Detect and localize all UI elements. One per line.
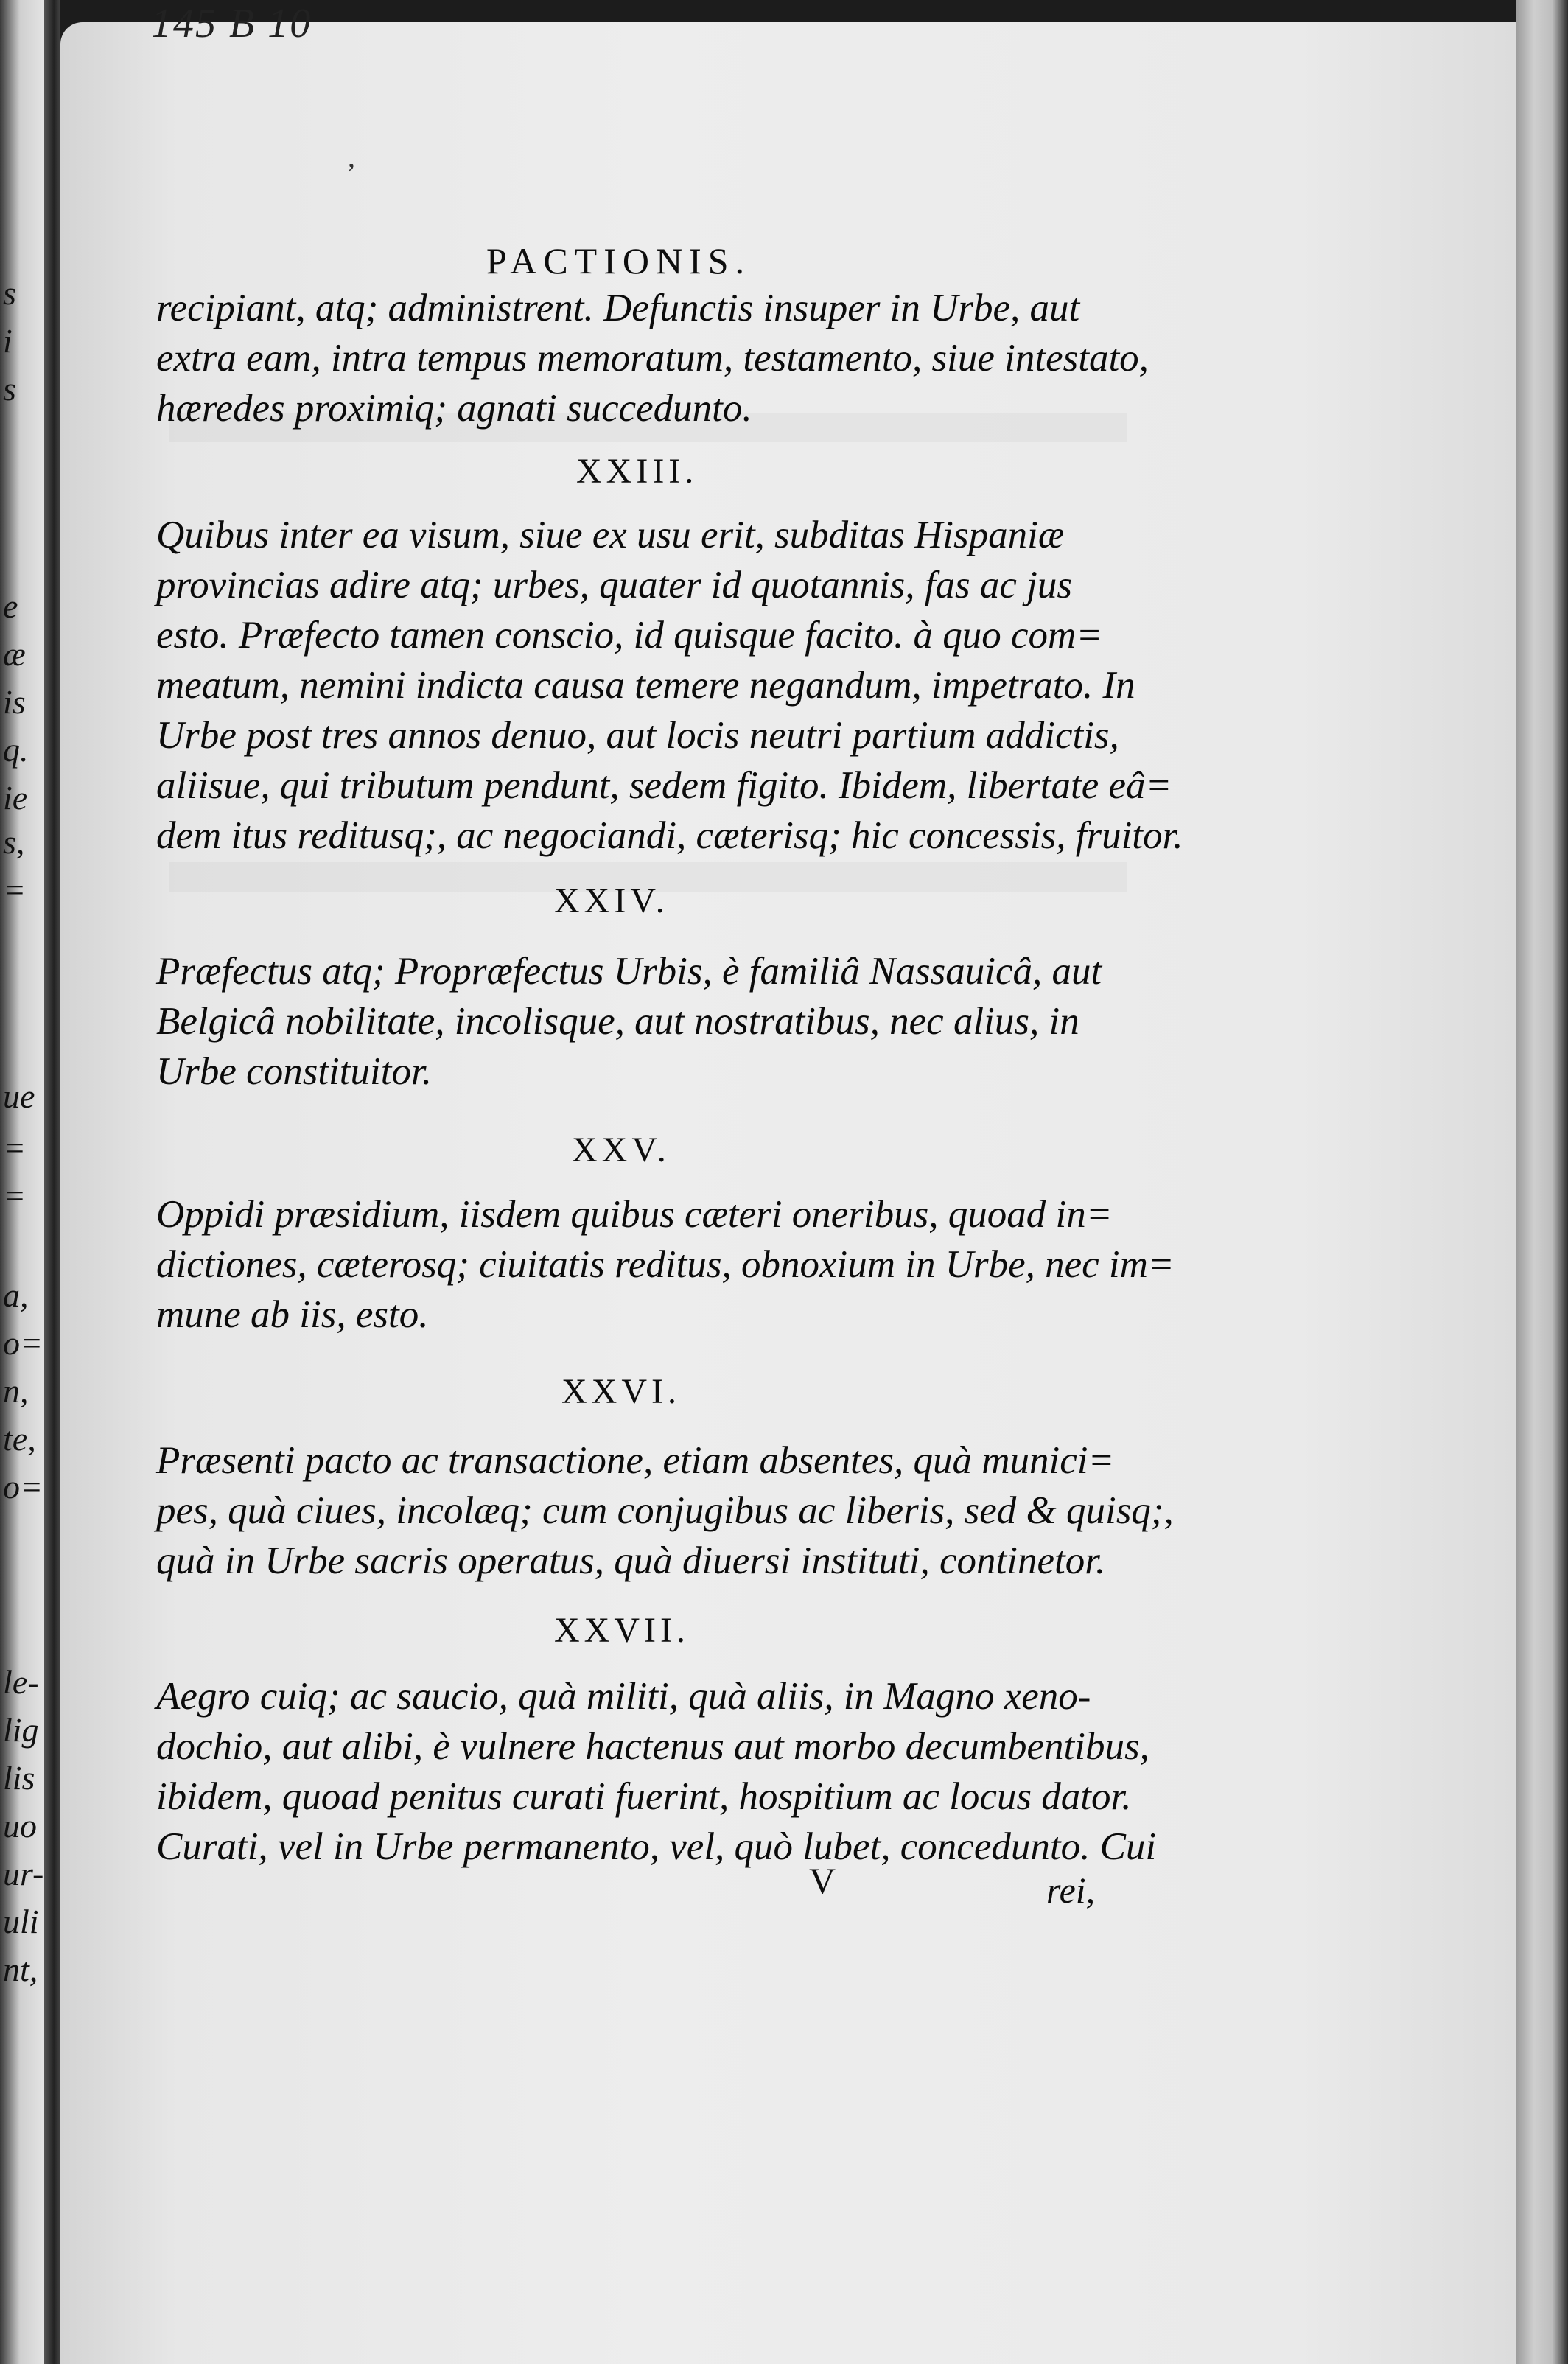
ink-mark: ʼ — [346, 157, 357, 190]
text-line: Aegro cuiq; ac saucio, quà militi, quà aliis, in Magno xeno- — [156, 1675, 1091, 1718]
text-line: dem itus reditusq;, ac negociandi, cæterisq; hic concessis, fruitor. — [156, 814, 1183, 857]
margin-fragment: n, — [3, 1372, 29, 1410]
text-line: esto. Præfecto tamen conscio, id quisque facito. à quo com= — [156, 614, 1103, 657]
text-line: Urbe constituitor. — [156, 1050, 432, 1093]
margin-fragment: le- — [3, 1663, 39, 1701]
margin-fragment: o= — [3, 1468, 43, 1506]
margin-fragment: = — [3, 1129, 27, 1167]
article-heading: XXIII. — [576, 452, 699, 491]
margin-fragment: ie — [3, 779, 28, 816]
text-line: dochio, aut alibi, è vulnere hactenus aut morbo decumbentibus, — [156, 1725, 1149, 1768]
text-line: Urbe post tres annos denuo, aut locis neutri partium addictis, — [156, 714, 1119, 757]
text-line: quà in Urbe sacris operatus, quà diuersi instituti, continetor. — [156, 1539, 1106, 1582]
text-line: Curati, vel in Urbe permanento, vel, quò lubet, concedunto. Cui — [156, 1825, 1157, 1868]
text-line: dictiones, cæterosq; ciuitatis reditus, obnoxium in Urbe, nec im= — [156, 1243, 1175, 1286]
margin-fragment: is — [3, 683, 26, 721]
article-heading: XXVII. — [554, 1611, 690, 1650]
margin-fragment: e — [3, 587, 18, 625]
margin-fragment: æ — [3, 635, 26, 673]
text-line: Belgicâ nobilitate, incolisque, aut nostratibus, nec alius, in — [156, 1000, 1079, 1043]
text-line: meatum, nemini indicta causa temere negandum, impetrato. In — [156, 664, 1135, 707]
margin-fragment: s, — [3, 823, 25, 861]
text-line: recipiant, atq; administrent. Defunctis insuper in Urbe, aut — [156, 287, 1080, 329]
article-heading: XXV. — [572, 1130, 671, 1169]
text-line: provincias adire atq; urbes, quater id quotannis, fas ac jus — [156, 564, 1072, 606]
text-line: Quibus inter ea visum, siue ex usu erit, subditas Hispaniæ — [156, 514, 1065, 556]
text-line: aliisue, qui tributum pendunt, sedem figito. Ibidem, libertate eâ= — [156, 764, 1172, 807]
text-line: Præsenti pacto ac transactione, etiam absentes, quà munici= — [156, 1439, 1115, 1482]
article-heading: XXVI. — [561, 1372, 681, 1411]
book-gutter — [44, 0, 60, 2364]
signature-mark: V — [809, 1860, 836, 1901]
margin-fragment: ue — [3, 1077, 35, 1115]
margin-fragment: = — [3, 1177, 27, 1214]
margin-fragment: nt, — [3, 1951, 38, 1988]
previous-page-edge — [0, 0, 44, 2364]
margin-fragment: te, — [3, 1420, 36, 1458]
margin-fragment: o= — [3, 1324, 43, 1362]
text-line: Oppidi præsidium, iisdem quibus cæteri oneribus, quoad in= — [156, 1193, 1113, 1236]
margin-fragment: lis — [3, 1759, 35, 1797]
catchword: rei, — [1046, 1870, 1096, 1911]
margin-fragment: uli — [3, 1903, 39, 1940]
margin-fragment: ur- — [3, 1855, 44, 1892]
text-line: hæredes proximiq; agnati succedunto. — [156, 387, 752, 430]
page-fore-edge — [1516, 0, 1568, 2364]
text-line: pes, quà ciues, incolæq; cum conjugibus ac liberis, sed & quisq;, — [156, 1489, 1174, 1532]
text-line: extra eam, intra tempus memoratum, testamento, siue intestato, — [156, 337, 1149, 380]
margin-fragment: i — [3, 322, 13, 360]
margin-fragment: q. — [3, 731, 29, 769]
margin-fragment: lig — [3, 1711, 39, 1749]
margin-fragment: s — [3, 370, 16, 408]
text-line: ibidem, quoad penitus curati fuerint, hospitium ac locus dator. — [156, 1775, 1132, 1818]
shelfmark: 145 B 10 — [151, 1, 312, 46]
text-line: mune ab iis, esto. — [156, 1293, 429, 1336]
article-heading: XXIV. — [554, 881, 669, 920]
margin-fragment: s — [3, 274, 16, 312]
running-head: PACTIONIS. — [486, 240, 752, 281]
text-line: Præfectus atq; Propræfectus Urbis, è familiâ Nassauicâ, aut — [156, 950, 1102, 993]
margin-fragment: = — [3, 871, 27, 909]
margin-fragment: uo — [3, 1807, 37, 1844]
margin-fragment: a, — [3, 1276, 29, 1314]
